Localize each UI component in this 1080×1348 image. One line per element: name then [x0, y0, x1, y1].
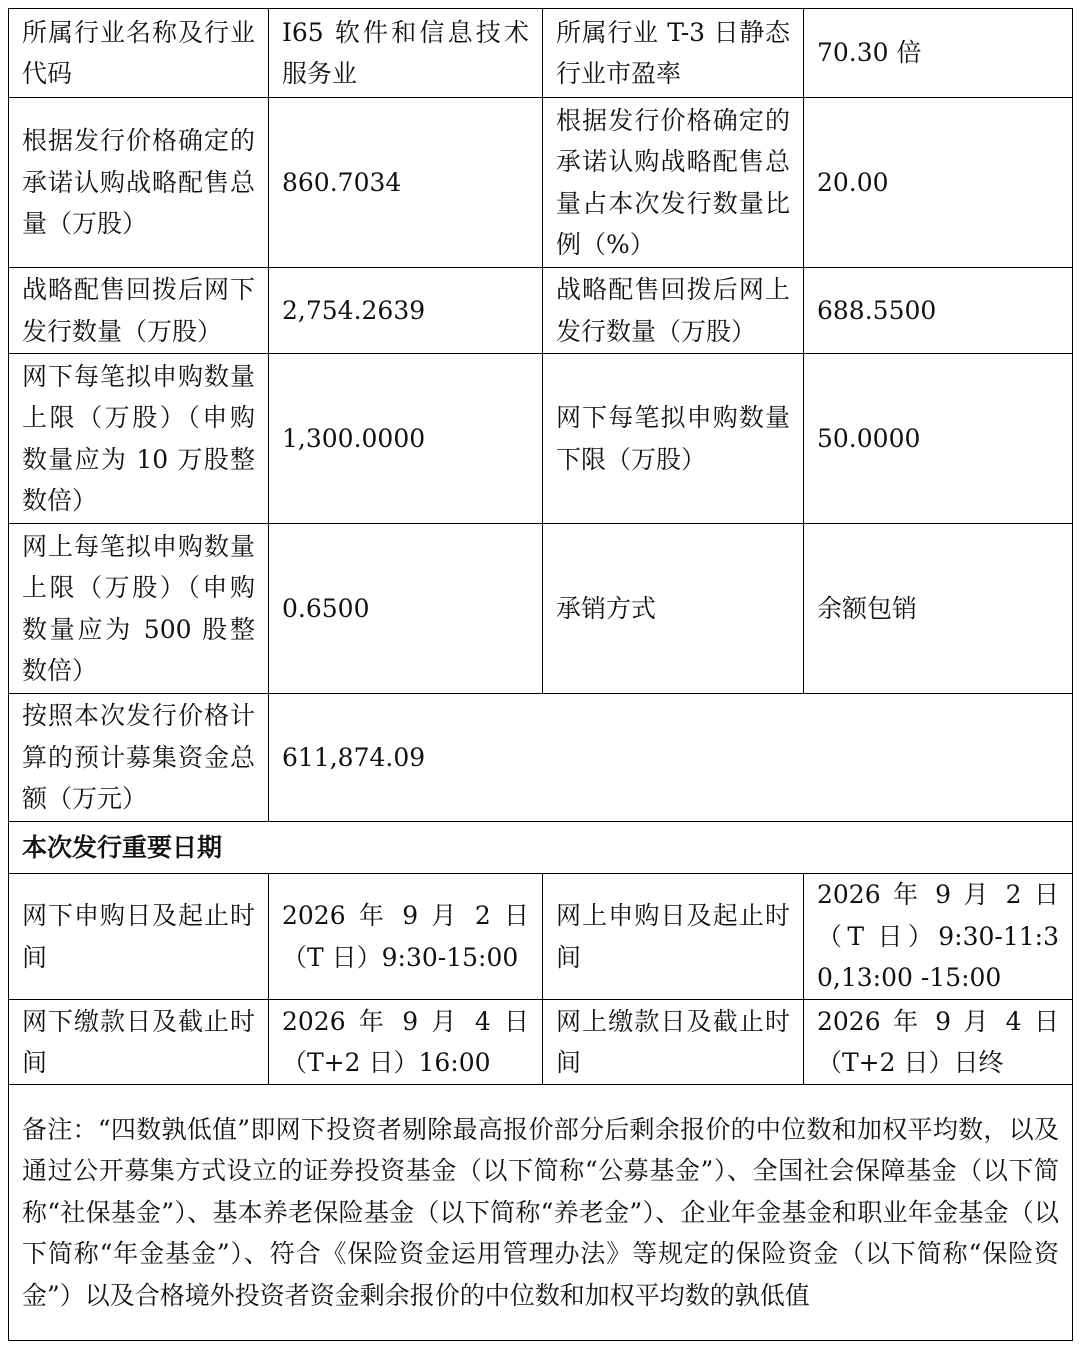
row-value: 50.0000	[804, 354, 1073, 524]
row-label: 所属行业名称及行业代码	[9, 9, 269, 98]
table-row	[9, 354, 1073, 524]
row-label: 所属行业 T-3 日静态行业市盈率	[543, 9, 804, 98]
table-row	[9, 524, 1073, 694]
row-value: 余额包销	[804, 524, 1073, 694]
section-title: 本次发行重要日期	[9, 822, 1073, 874]
row-value: 1,300.0000	[269, 354, 543, 524]
footnote: 备注：“四数孰低值”即网下投资者剔除最高报价部分后剩余报价的中位数和加权平均数，以及通过公开募集方式设立的证券投资基金（以下简称“公募基金”）、全国社会保障基金（以下简称“社保基金”）、基本养老保险基金（以下简称“养老金”）、企业年金基金和职业年金基金（以下简称“年金基金”）、符合《保险资金运用管理办法》等规定的保险资金（以下简称“保险资金”）以及合格境外投资者资金剩余报价的中位数和加权平均数的孰低值	[9, 1085, 1073, 1341]
row-value: 20.00	[804, 98, 1073, 268]
table-row	[9, 694, 1073, 822]
table-row	[9, 1000, 1073, 1085]
date-value: 2026 年 9 月 2 日（T 日）9:30-11:30,13:00 -15:00	[804, 874, 1073, 1000]
row-label: 网下每笔拟申购数量上限（万股）（申购数量应为 10 万股整数倍）	[9, 354, 269, 524]
row-value: 70.30 倍	[804, 9, 1073, 98]
table-row	[9, 1085, 1073, 1341]
row-label: 承销方式	[543, 524, 804, 694]
row-label: 网下每笔拟申购数量下限（万股）	[543, 354, 804, 524]
row-value: I65 软件和信息技术服务业	[269, 9, 543, 98]
table-row	[9, 268, 1073, 354]
date-label: 网上缴款日及截止时间	[543, 1000, 804, 1085]
row-label: 战略配售回拨后网上发行数量（万股）	[543, 268, 804, 354]
raise-label: 按照本次发行价格计算的预计募集资金总额（万元）	[9, 694, 269, 822]
date-value: 2026 年 9 月 4 日（T+2 日）16:00	[269, 1000, 543, 1085]
row-label: 网上每笔拟申购数量上限（万股）（申购数量应为 500 股整数倍）	[9, 524, 269, 694]
table-row	[9, 9, 1073, 98]
date-label: 网下申购日及起止时间	[9, 874, 269, 1000]
row-value: 0.6500	[269, 524, 543, 694]
row-label: 根据发行价格确定的承诺认购战略配售总量（万股）	[9, 98, 269, 268]
date-value: 2026 年 9 月 2 日（T 日）9:30-15:00	[269, 874, 543, 1000]
issuance-info-table	[8, 8, 1073, 1341]
table-row	[9, 874, 1073, 1000]
date-value: 2026 年 9 月 4 日（T+2 日）日终	[804, 1000, 1073, 1085]
row-label: 根据发行价格确定的承诺认购战略配售总量占本次发行数量比例（%）	[543, 98, 804, 268]
date-label: 网下缴款日及截止时间	[9, 1000, 269, 1085]
raise-value: 611,874.09	[269, 694, 1073, 822]
row-value: 2,754.2639	[269, 268, 543, 354]
date-label: 网上申购日及起止时间	[543, 874, 804, 1000]
table-row	[9, 98, 1073, 268]
table-row	[9, 822, 1073, 874]
row-label: 战略配售回拨后网下发行数量（万股）	[9, 268, 269, 354]
row-value: 688.5500	[804, 268, 1073, 354]
row-value: 860.7034	[269, 98, 543, 268]
